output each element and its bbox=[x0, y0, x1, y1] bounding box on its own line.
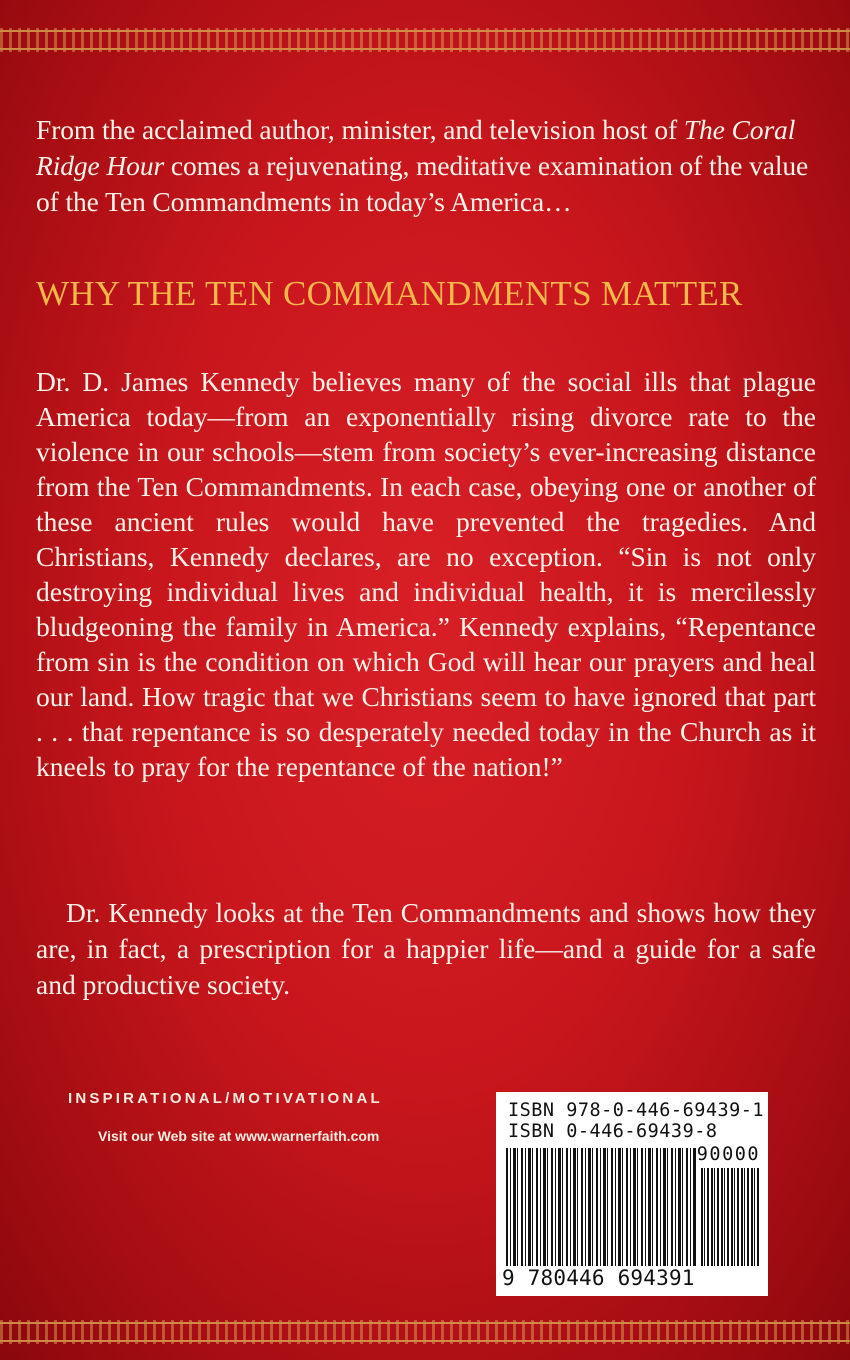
ean-barcode-bars bbox=[506, 1148, 696, 1266]
section-heading: WHY THE TEN COMMANDMENTS MATTER bbox=[36, 274, 743, 313]
intro-prefix: From the acclaimed author, minister, and television host of bbox=[36, 114, 684, 145]
body-paragraph: Dr. D. James Kennedy believes many of the social ills that plague America today—from an exponentially rising divorce rate to the violence in our schools—stem from society’s ever-increasing distance from the Ten Commandments. In each case, obeying one or another of these ancient rules would have prevented the tragedies. And Christians, Kennedy declares, are no exception. “Sin is not only destroying individual lives and individual health, it is mercilessly bludgeoning the family in America.” Kennedy explains, “Repentance from sin is the condition on which God will hear our prayers and heal our land. How tragic that we Christians seem to have ignored that part . . . that repentance is so desperately needed today in the Church as it kneels to pray for the repentance of the nation!” bbox=[36, 366, 816, 782]
ean-digits: 9 780446 694391 bbox=[502, 1266, 695, 1290]
intro-paragraph bbox=[36, 112, 816, 220]
barcode-panel bbox=[496, 1092, 768, 1296]
intro-suffix: comes a rejuvenating, meditative examination of the value of the Ten Commandments in today’s America… bbox=[36, 150, 809, 217]
isbn10-text: ISBN 0-446-69439-8 bbox=[508, 1121, 718, 1142]
price-barcode-bars bbox=[701, 1168, 759, 1266]
decorative-border-bottom bbox=[0, 1320, 850, 1344]
price-code: 90000 bbox=[696, 1144, 760, 1165]
isbn13-text: ISBN 978-0-446-69439-1 bbox=[508, 1100, 765, 1121]
show-title: The Coral Ridge Hour bbox=[36, 114, 796, 181]
closing-paragraph: Dr. Kennedy looks at the Ten Commandments and shows how they are, in fact, a prescription for a happier life—and a guide for a safe and productive society. bbox=[36, 897, 816, 1000]
website-line: Visit our Web site at www.warnerfaith.com bbox=[98, 1128, 380, 1144]
decorative-border-top bbox=[0, 28, 850, 52]
category-label: INSPIRATIONAL/MOTIVATIONAL bbox=[68, 1090, 383, 1107]
